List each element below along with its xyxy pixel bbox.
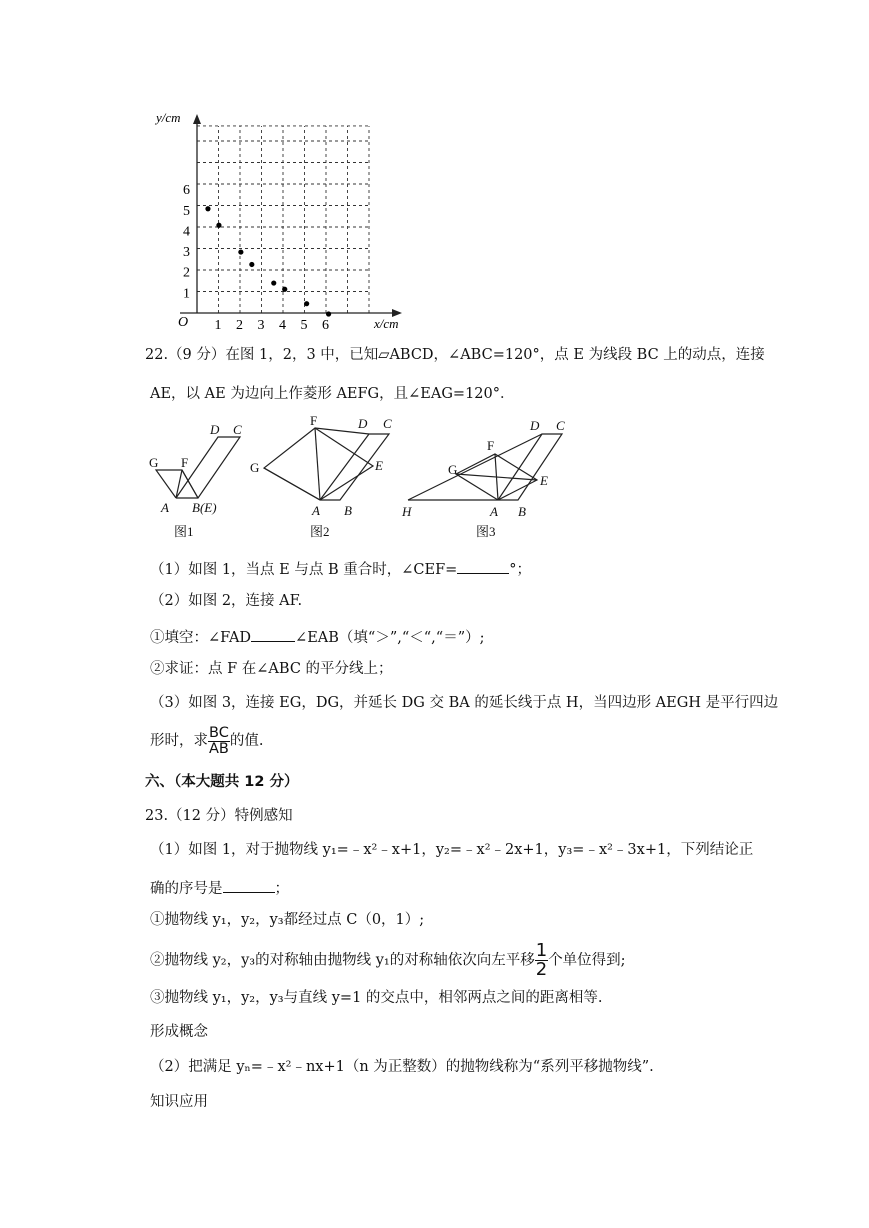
fig3-hd bbox=[408, 434, 542, 500]
fig1-label-F: F bbox=[181, 455, 189, 470]
fig2-label-F: F bbox=[310, 413, 318, 428]
frac-denominator: AB bbox=[209, 740, 229, 757]
q22-part1 bbox=[150, 557, 531, 580]
frac-numerator: BC bbox=[209, 724, 229, 741]
q23-header: 23.（12 分）特例感知 bbox=[145, 808, 293, 824]
q23-item2-text-a: ②抛物线 y₂，y₃的对称轴由抛物线 y₁的对称轴依次向左平移 bbox=[150, 952, 535, 969]
fig2-ag bbox=[264, 468, 320, 500]
q22-header: 22.（9 分）在图 1，2，3 中，已知▱ABCD，∠ABC=120°，点 E 为线段 BC 上的动点，连接 bbox=[145, 347, 765, 363]
fig2-label-C: C bbox=[383, 416, 392, 431]
q22-part1-text: （1）如图 1，当点 E 与点 B 重合时，∠CEF= bbox=[150, 562, 458, 578]
fig3-label-A: A bbox=[490, 504, 498, 519]
x-tick-labels bbox=[215, 318, 330, 333]
y-tick-label: 3 bbox=[183, 245, 190, 261]
y-tick-label: 4 bbox=[183, 224, 190, 240]
origin-label: O bbox=[178, 315, 189, 330]
q23-item2 bbox=[150, 942, 626, 979]
q23-item2-text-b: 个单位得到; bbox=[548, 952, 626, 969]
fig2-label-B: B bbox=[344, 503, 352, 518]
data-point bbox=[249, 262, 254, 267]
x-axis-label: x/cm bbox=[374, 316, 399, 331]
q23-item3: ③抛物线 y₁，y₂，y₃与直线 y=1 的交点中，相邻两点之间的距离相等. bbox=[150, 990, 603, 1006]
fig3-label-C: C bbox=[556, 418, 565, 433]
fig1-label-G: G bbox=[149, 455, 159, 470]
q22-part1-blank[interactable] bbox=[457, 557, 509, 574]
dashed-grid bbox=[197, 126, 369, 313]
fig2-label-G: G bbox=[250, 460, 260, 475]
q22-fill-blank[interactable] bbox=[251, 625, 295, 642]
fig3-label-E: E bbox=[540, 473, 548, 488]
q23-part2: （2）把满足 yₙ=﹣x²﹣nx+1（n 为正整数）的抛物线称为“系列平移抛物线”. bbox=[150, 1059, 654, 1075]
q22-part2: （2）如图 2，连接 AF. bbox=[150, 593, 303, 609]
y-tick-label: 1 bbox=[183, 286, 190, 302]
fig2-label-E: E bbox=[375, 458, 383, 473]
q23-application-title: 知识应用 bbox=[150, 1094, 208, 1110]
fig3-label-H: H bbox=[402, 504, 412, 519]
fig3-label-F: F bbox=[487, 438, 495, 453]
y-axis-arrow bbox=[193, 114, 201, 124]
fig1-label-C: C bbox=[233, 422, 242, 437]
scatter-graph bbox=[150, 108, 420, 338]
q22-line2: AE，以 AE 为边向上作菱形 AEFG，且∠EAG=120°． bbox=[150, 386, 515, 402]
x-tick-label: 3 bbox=[257, 318, 265, 333]
data-point bbox=[216, 223, 221, 228]
x-tick-label: 1 bbox=[214, 318, 222, 333]
data-point bbox=[282, 287, 287, 292]
fig2-rhombus bbox=[264, 428, 373, 500]
q22-part1-tail: °； bbox=[509, 562, 532, 578]
q22-part3-line2 bbox=[150, 724, 263, 758]
q22-fill-text-b: ∠EAB（填“＞”,“＜“,“＝”）; bbox=[295, 630, 485, 646]
q23-answer-blank[interactable] bbox=[223, 876, 275, 893]
fig2-label-D: D bbox=[358, 416, 368, 431]
fig3-label-B: B bbox=[518, 504, 526, 519]
q23-part1-text-a: 确的序号是 bbox=[150, 881, 223, 897]
x-tick-label: 2 bbox=[236, 318, 243, 333]
bc-over-ab-fraction bbox=[208, 726, 230, 757]
fig3-parallelogram bbox=[498, 434, 562, 500]
data-point bbox=[326, 311, 331, 316]
data-points bbox=[205, 206, 331, 316]
fig1-fb bbox=[182, 470, 198, 498]
q22-part3-text-a: 形时，求 bbox=[150, 733, 208, 749]
fig3-label-G: G bbox=[448, 462, 458, 477]
q22-part2-fill bbox=[150, 625, 485, 648]
data-point bbox=[271, 280, 276, 285]
half-denominator: 2 bbox=[535, 959, 548, 980]
fig2-caption: 图2 bbox=[310, 524, 330, 539]
fig1-label-D: D bbox=[210, 422, 220, 437]
q23-part1-text-b: ； bbox=[274, 881, 289, 897]
q22-figures bbox=[140, 412, 600, 542]
data-point bbox=[304, 301, 309, 306]
q23-item1: ①抛物线 y₁，y₂，y₃都经过点 C（0，1）; bbox=[150, 912, 425, 928]
y-tick-label: 6 bbox=[183, 183, 190, 199]
q22-fill-text-a: ①填空：∠FAD bbox=[150, 630, 252, 646]
fig1-caption: 图1 bbox=[174, 524, 194, 539]
half-numerator: 1 bbox=[535, 940, 548, 961]
y-tick-labels bbox=[183, 183, 190, 301]
q22-part2-proof: ②求证：点 F 在∠ABC 的平分线上； bbox=[150, 661, 393, 677]
fig2-af bbox=[315, 428, 320, 500]
fig1-label-A: A bbox=[161, 500, 169, 515]
y-tick-label: 5 bbox=[183, 203, 190, 219]
q22-part3-line1: （3）如图 3，连接 EG，DG，并延长 DG 交 BA 的延长线于点 H，当四边形 AEGH 是平行四边 bbox=[150, 695, 779, 711]
fig3-caption: 图3 bbox=[476, 524, 496, 539]
y-tick-label: 2 bbox=[183, 265, 190, 281]
one-half-fraction bbox=[535, 942, 548, 979]
section6-title: 六、（本大题共 12 分） bbox=[145, 774, 299, 790]
data-point bbox=[205, 206, 210, 211]
q23-concept-title: 形成概念 bbox=[150, 1024, 208, 1040]
q22-part3-text-b: 的值. bbox=[229, 733, 264, 749]
fig2-label-A: A bbox=[312, 503, 320, 518]
x-tick-label: 5 bbox=[300, 318, 308, 333]
fig3-label-D: D bbox=[530, 418, 540, 433]
y-axis-label: y/cm bbox=[156, 110, 181, 125]
q23-part1-line2 bbox=[150, 876, 289, 899]
q23-part1-line1: （1）如图 1，对于抛物线 y₁=﹣x²﹣x+1，y₂=﹣x²﹣2x+1，y₃=﹣x²﹣3x+1，下列结论正 bbox=[150, 842, 754, 858]
x-tick-label: 4 bbox=[279, 318, 286, 333]
fig1-label-BE: B(E) bbox=[192, 500, 217, 515]
data-point bbox=[238, 249, 243, 254]
x-tick-label: 6 bbox=[322, 318, 329, 333]
